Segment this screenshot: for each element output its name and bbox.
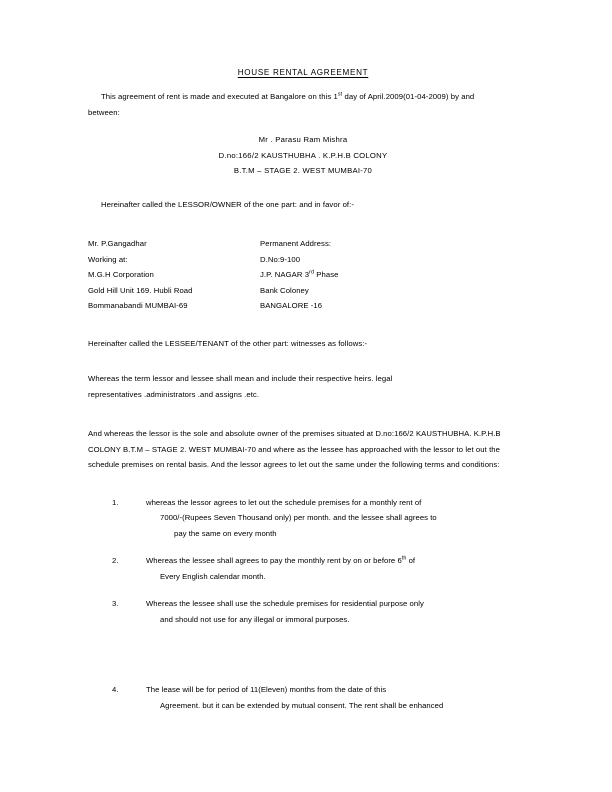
list-item — [88, 596, 518, 627]
spacer — [88, 363, 518, 371]
lessor-caption-text: Hereinafter called the LESSOR/OWNER of the one part: and in favor of:- — [101, 199, 354, 209]
lessee-address-table — [88, 236, 518, 314]
spacer — [88, 414, 518, 426]
whereas-terms-line-2: representatives .administrators .and assigns .etc. — [88, 389, 260, 399]
table-row — [88, 298, 518, 314]
lessor-address-line-2: B.T.M – STAGE 2. WEST MUMBAI-70 — [233, 166, 373, 175]
table-row — [88, 252, 518, 268]
locality-text: J.P. NAGAR 3 — [260, 270, 310, 279]
list-item — [88, 495, 518, 542]
lessee-work-address-street: Gold Hill Unit 169. Hubli Road — [88, 285, 193, 295]
lessee-caption-paragraph — [88, 336, 518, 352]
permanent-address-coloney: Bank Coloney — [260, 285, 309, 295]
lessee-address-table-body — [88, 236, 518, 314]
lessee-working-at-label: Working at: — [88, 254, 128, 264]
intro-paragraph — [88, 89, 518, 120]
table-row — [88, 236, 518, 252]
clause-number: 1. — [112, 497, 119, 507]
intro-ordinal-suffix: st — [337, 91, 343, 98]
locality-ordinal-suffix: rd — [309, 269, 315, 276]
clause-line — [146, 553, 518, 569]
whereas-terms-paragraph — [88, 371, 518, 402]
final-clause-list — [88, 682, 518, 713]
clause-line: Agreement. but it can be extended by mutual consent. The rent shall be enhanced — [160, 700, 444, 710]
spacer — [88, 224, 518, 236]
permanent-address-city: BANGALORE -16 — [260, 301, 323, 310]
spacer — [88, 179, 518, 197]
spacer — [88, 314, 518, 336]
and-whereas-paragraph — [88, 426, 518, 473]
clause-ordinal-suffix: th — [401, 555, 407, 562]
clause-line-text: Whereas the lessee shall agrees to pay the monthly rent by on or before 6 — [146, 556, 402, 565]
permanent-address-header: Permanent Address: — [260, 239, 332, 248]
lessee-name: Mr. P.Gangadhar — [88, 239, 147, 248]
lessor-name: Mr . Parasu Ram Mishra — [258, 135, 348, 144]
table-row — [88, 283, 518, 299]
clause-line: pay the same on every month — [174, 528, 277, 538]
document-body — [88, 62, 518, 639]
lessee-employer: M.G.H Corporation — [88, 270, 154, 279]
intro-line1-text: This agreement of rent is made and executed at Bangalore on this 1 — [101, 92, 338, 101]
clause-line-text-continued: of — [406, 556, 416, 565]
and-whereas-line-3: schedule premises on rental basis. And the lessor agrees to let out the same under the following terms and conditions: — [88, 460, 500, 469]
intro-line1-continued: day of April.2009(01-04-2009) by and — [342, 92, 475, 101]
spacer — [88, 485, 518, 495]
lessor-party-block — [88, 132, 518, 179]
lessee-work-address-city: Bommanabandi MUMBAI-69 — [88, 301, 188, 310]
page-title-container — [88, 62, 518, 80]
table-row — [88, 267, 518, 283]
permanent-address-door-no: D.No:9-100 — [260, 254, 301, 264]
intro-line2: between: — [88, 107, 120, 117]
and-whereas-line-1: And whereas the lessor is the sole and absolute owner of the premises situated at D.no:166/2 KAUSTHUBHA. K.P.H.B — [88, 429, 501, 438]
clause-number: 3. — [112, 599, 119, 608]
clause-line: and should not use for any illegal or immoral purposes. — [160, 614, 350, 624]
lessee-caption-text: Hereinafter called the LESSEE/TENANT of the other part: witnesses as follows:- — [88, 338, 368, 348]
clause-line: Whereas the lessee shall use the schedule premises for residential purpose only — [146, 599, 424, 608]
and-whereas-line-2: COLONY B.T.M – STAGE 2. WEST MUMBAI-70 and where as the lessee has approached with the lessor to let out the — [88, 444, 500, 454]
whereas-terms-line-1: Whereas the term lessor and lessee shall mean and include their respective heirs. legal — [88, 374, 393, 383]
list-item — [88, 682, 518, 713]
clause-number: 4. — [112, 685, 119, 694]
lessor-caption-paragraph — [88, 197, 518, 213]
final-clause-container — [88, 682, 518, 713]
clause-line: whereas the lessor agrees to let out the schedule premises for a monthly rent of — [146, 497, 422, 507]
clause-number: 2. — [112, 556, 119, 565]
clause-line: 7000/-(Rupees Seven Thousand only) per month. and the lessee shall agrees to — [160, 513, 437, 522]
clause-list — [88, 495, 518, 628]
page-title: HOUSE RENTAL AGREEMENT — [237, 68, 369, 77]
permanent-address-locality — [260, 267, 518, 283]
clause-line: Every English calendar month. — [160, 571, 266, 581]
locality-text-continued: Phase — [314, 270, 339, 279]
clause-line: The lease will be for period of 11(Eleven) months from the date of this — [146, 685, 387, 694]
lessor-address-line-1: D.no:166/2 KAUSTHUBHA . K.P.H.B COLONY — [218, 150, 388, 160]
list-item — [88, 553, 518, 584]
